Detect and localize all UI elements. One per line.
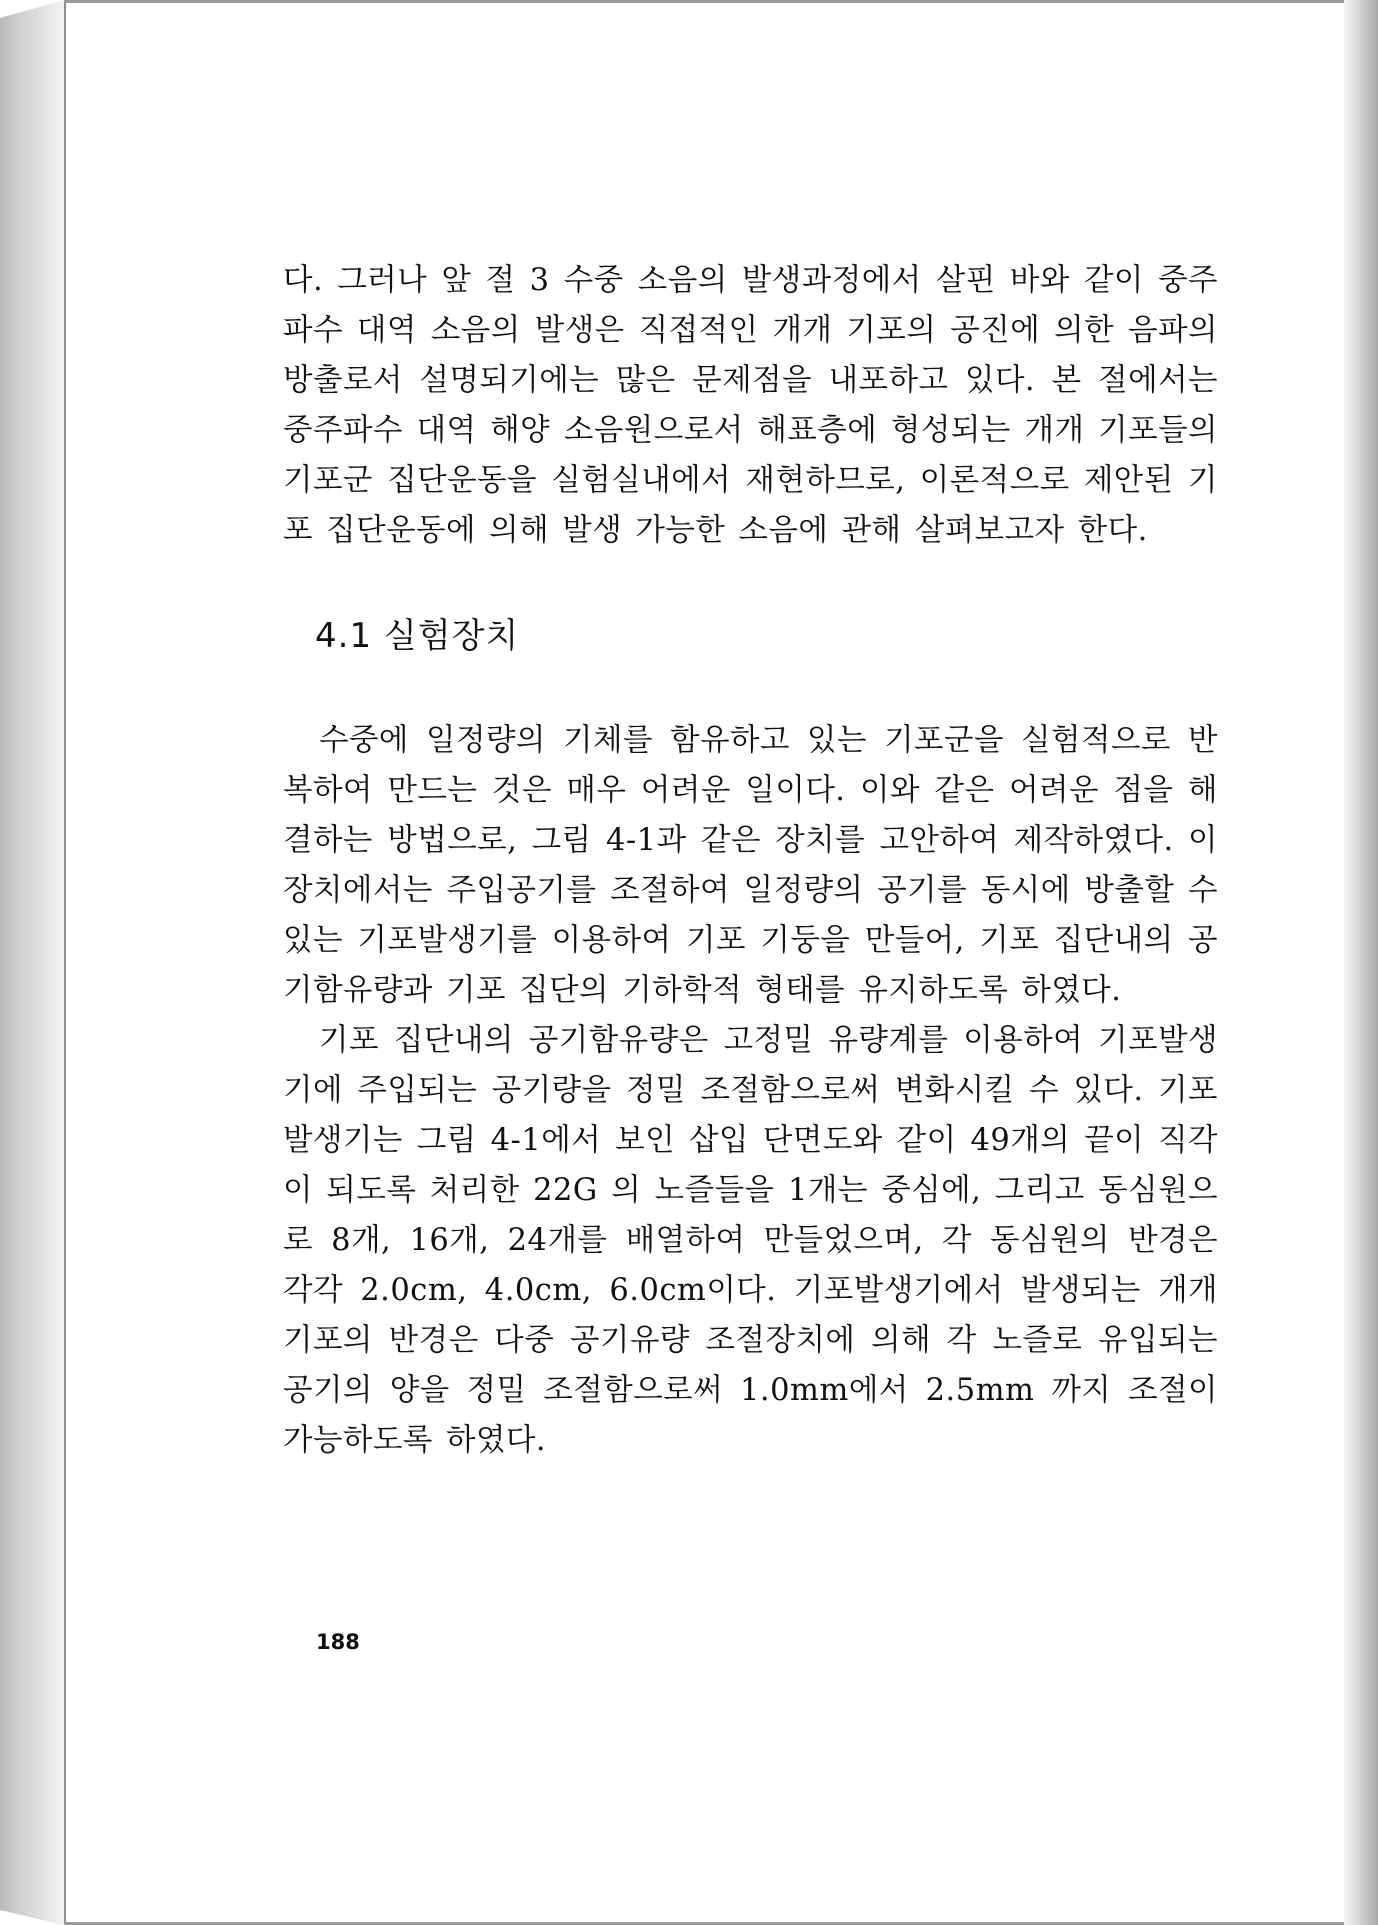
page-top-border [64, 0, 1344, 3]
page-body [283, 256, 1218, 1466]
section-heading: 4.1 실험장치 [315, 616, 520, 656]
page-number: 188 [316, 1630, 360, 1654]
spine-divider [64, 0, 66, 1925]
intro-paragraph: 다. 그러나 앞 절 3 수중 소음의 발생과정에서 살핀 바와 같이 중주파수 대역 소음의 발생은 직접적인 개개 기포의 공진에 의한 음파의 방출로서 설명되기에는 많은 문제점을 내포하고 있다. 본 절에서는 중주파수 대역 해양 소음원으로서 해표층에 형성되는 개개 기포들의 기포군 집단운동을 실험실내에서 재현하므로, 이론적으로 제안된 기포 집단운동에 의해 발생 가능한 소음에 관해 살펴보고자 한다. [283, 263, 1218, 548]
page-right-shadow [1344, 0, 1378, 1925]
body-paragraph-1: 수중에 일정량의 기체를 함유하고 있는 기포군을 실험적으로 반복하여 만드는 것은 매우 어려운 일이다. 이와 같은 어려운 점을 해결하는 방법으로, 그림 4-1과 같은 장치를 고안하여 제작하였다. 이 장치에서는 주입공기를 조절하여 일정량의 공기를 동시에 방출할 수 있는 기포발생기를 이용하여 기포 기둥을 만들어, 기포 집단내의 공기함유량과 기포 집단의 기하학적 형태를 유지하도록 하였다. [283, 723, 1218, 1008]
book-spine-edge [0, 0, 64, 1925]
body-paragraph-2: 기포 집단내의 공기함유량은 고정밀 유량계를 이용하여 기포발생기에 주입되는 공기량을 정밀 조절함으로써 변화시킬 수 있다. 기포발생기는 그림 4-1에서 보인 삽입 단면도와 같이 49개의 끝이 직각이 되도록 처리한 22G 의 노즐들을 1개는 중심에, 그리고 동심원으로 8개, 16개, 24개를 배열하여 만들었으며, 각 동심원의 반경은 각각 2.0cm, 4.0cm, 6.0cm이다. 기포발생기에서 발생되는 개개 기포의 반경은 다중 공기유량 조절장치에 의해 각 노즐로 유입되는 공기의 양을 정밀 조절함으로써 1.0mm에서 2.5mm 까지 조절이 가능하도록 하였다. [283, 1023, 1218, 1458]
